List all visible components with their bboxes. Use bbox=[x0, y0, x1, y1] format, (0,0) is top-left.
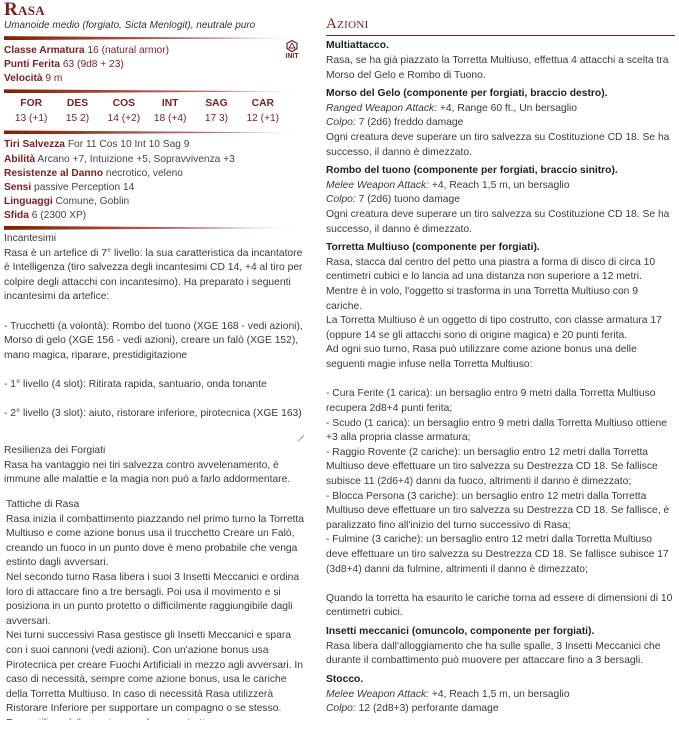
divider bbox=[4, 130, 306, 134]
ability-dex bbox=[54, 97, 100, 126]
spellcasting-textarea[interactable] bbox=[4, 232, 306, 438]
ability-name: CAR bbox=[251, 98, 274, 110]
hit-points bbox=[4, 58, 306, 72]
skills-value: Arcano +7, Intuizione +5, Sopravvivenza +3 bbox=[37, 153, 235, 165]
ability-score: 14 (+2) bbox=[107, 112, 141, 124]
hit-label: Colpo: bbox=[326, 194, 356, 206]
languages bbox=[4, 195, 306, 209]
action-text: Ogni creatura deve superare un tiro salvezza su Costituzione CD 18. Se ha successo, il danno è dimezzato. bbox=[326, 131, 670, 158]
ability-score: 17 3) bbox=[204, 112, 229, 124]
action-text: Rasa, se ha già piazzato la Torretta Multiuso, effettua 4 attacchi a scelta tra Morso del Gelo e Rombo di Tuono. bbox=[326, 54, 669, 81]
hit-detail: 7 (2d6) freddo damage bbox=[355, 117, 464, 129]
stat-block-left bbox=[4, 0, 306, 720]
attack-line bbox=[326, 179, 675, 194]
challenge-value: 6 (2300 XP) bbox=[31, 209, 87, 221]
ability-con bbox=[101, 97, 147, 126]
ability-name: INT bbox=[161, 98, 179, 110]
resize-handle-icon[interactable] bbox=[296, 428, 304, 436]
action-name: Insetti meccanici (omuncolo, componente per forgiati). bbox=[326, 626, 595, 638]
ability-name: SAG bbox=[205, 98, 228, 110]
monster-name: Rasa bbox=[4, 0, 45, 20]
action-rapier bbox=[326, 673, 675, 717]
damage-resistances bbox=[4, 167, 306, 181]
senses-label: Sensi bbox=[4, 181, 32, 193]
action-thunder bbox=[326, 164, 675, 237]
challenge bbox=[4, 209, 306, 223]
actions-title: Azioni bbox=[326, 14, 675, 36]
action-multiattack bbox=[326, 39, 675, 83]
action-name: Torretta Multiuso (componente per forgiati). bbox=[326, 242, 540, 254]
attack-type: Ranged Weapon Attack: bbox=[326, 102, 438, 114]
ability-score: 12 (+1) bbox=[246, 112, 280, 124]
tactics-textarea[interactable] bbox=[4, 498, 306, 720]
resist-label: Resistenze al Danno bbox=[4, 167, 104, 179]
attack-detail: +4, Reach 1,5 m, un bersaglio bbox=[429, 688, 570, 700]
senses-value: passive Perception 14 bbox=[34, 181, 135, 193]
saves-label: Tiri Salvezza bbox=[4, 139, 65, 151]
action-frost-bite bbox=[326, 87, 675, 160]
attack-type: Melee Weapon Attack: bbox=[326, 179, 430, 191]
armor-class-label: Classe Armatura bbox=[4, 45, 85, 57]
ability-score: 18 (+4) bbox=[153, 112, 187, 124]
ability-int bbox=[147, 97, 193, 126]
ability-name: DES bbox=[66, 98, 89, 110]
hit-label: Colpo: bbox=[326, 117, 356, 129]
ability-str bbox=[8, 97, 54, 126]
initiative-button[interactable] bbox=[284, 40, 300, 62]
senses bbox=[4, 181, 306, 195]
saves-value: For 11 Cos 10 Int 10 Sag 9 bbox=[67, 139, 190, 151]
speed-label: Velocità bbox=[4, 73, 43, 85]
attack-detail: +4, Reach 1,5 m, un bersaglio bbox=[429, 179, 570, 191]
action-insects bbox=[326, 625, 675, 669]
hit-points-label: Punti Ferita bbox=[4, 59, 61, 71]
divider bbox=[4, 36, 306, 40]
challenge-label: Sfida bbox=[4, 209, 29, 221]
resilience-box bbox=[4, 444, 306, 494]
skills-label: Abilità bbox=[4, 153, 36, 165]
action-name: Stocco. bbox=[326, 673, 364, 685]
saving-throws bbox=[4, 138, 306, 152]
languages-value: Comune, Goblin bbox=[55, 195, 130, 207]
action-name: Rombo del tuono (componente per forgiati, braccio sinitro). bbox=[326, 165, 618, 177]
divider bbox=[4, 89, 306, 93]
resist-value: necrotico, veleno bbox=[105, 167, 183, 179]
initiative-label: INIT bbox=[285, 53, 299, 60]
attack-line bbox=[326, 688, 675, 703]
spellcasting-box bbox=[4, 232, 306, 438]
action-text: Ogni creatura deve superare un tiro salvezza su Costituzione CD 18. Se ha successo, il danno è dimezzato. bbox=[326, 209, 670, 235]
resilience-textarea[interactable] bbox=[4, 444, 306, 494]
speed-value: 9 m bbox=[45, 73, 63, 85]
armor-class-value: 16 (natural armor) bbox=[87, 45, 169, 57]
ability-score: 15 2) bbox=[65, 112, 90, 124]
hit-line bbox=[326, 116, 675, 131]
action-name: Multiattacco. bbox=[326, 40, 389, 52]
actions-column bbox=[326, 14, 675, 721]
languages-label: Linguaggi bbox=[4, 195, 53, 207]
divider bbox=[4, 226, 306, 230]
ability-scores bbox=[8, 97, 286, 126]
hit-detail: 7 (2d6) tuono damage bbox=[355, 194, 460, 206]
action-text: Rasa, stacca dal centro del petto una piastra a forma di disco di circa 10 centimetri cubici e lo lancia ad una distanza non superiore a 12 metri. Mentre è in volo, l'oggetto si trasforma in una Torretta Multiuso con 9 cariche. La Torretta Multiuso è un oggetto di tipo costrutto, con classe armatura 17 (oppure 14 se gli attacchi sono di origine magica) e 20 punti ferita. Ad ogni suo turno, Rasa può utilizzare come azione bonus una delle seguenti magie infuse nella Torretta Multiuso: - Cura Ferite (1 carica): un bersaglio entro 9 metri dalla Torretta Multiuso recupera 2d8+4 punti ferita; - Scudo (1 carica): un bersaglio entro 9 metri dalla Torretta Multiuso ottiene +3 alla propria classe armatura; - Raggio Rovente (2 cariche): un bersaglio entro 12 metri dalla Torretta Multiuso deve effettuare un tiro salvezza su Destrezza CD 18. Se fallisce subisce 11 (2d6+4) danni da fuoco, altrimenti il danno è dimezzato; - Blocca Persona (3 cariche): un bersaglio entro 12 metri dalla Torretta Multiuso deve effettuare un tiro salvezza su Destrezza CD 18. Se fallisce, è paralizzato fino all'inizio del turno successivo di Rasa; - Fulmine (3 cariche): un bersaglio entro 12 metri dalla Torretta Multiuso deve effettuare un tiro salvezza su Destrezza CD 18. Se fallisce subisce 17 (3d8+4) danni da fulmine, altrimenti il danno è dimezzato; Quando la torretta ha esaurito le cariche torna ad essere di dimensioni di 10 centimetri cubici. bbox=[326, 256, 673, 619]
attack-detail: +4, Range 60 ft., Un bersaglio bbox=[437, 102, 578, 114]
hit-label: Colpo: bbox=[326, 703, 356, 715]
speed bbox=[4, 72, 306, 86]
tactics-box bbox=[4, 498, 306, 720]
skills bbox=[4, 153, 306, 167]
hit-detail: 12 (2d8+3) perforante damage bbox=[355, 703, 499, 715]
action-text: Rasa libera dall'alloggiamento che ha sulle spalle, 3 Insetti Meccanici che durante il combattimento può muovere per attaccare fino a 3 bersagli. bbox=[326, 640, 661, 667]
hit-line bbox=[326, 193, 675, 208]
monster-meta: Umanoide medio (forgiato, Sicta Menlogit), neutrale puro bbox=[4, 19, 256, 31]
armor-class bbox=[4, 44, 306, 58]
ability-wis bbox=[193, 97, 239, 126]
hit-points-value: 63 (9d8 + 23) bbox=[62, 59, 124, 71]
ability-cha bbox=[240, 97, 286, 126]
attack-line bbox=[326, 102, 675, 117]
d20-icon bbox=[286, 40, 298, 52]
ability-name: COS bbox=[112, 98, 135, 110]
action-name: Morso del Gelo (componente per forgiati, braccio destro). bbox=[326, 88, 608, 100]
action-turret bbox=[326, 241, 675, 621]
attack-type: Melee Weapon Attack: bbox=[326, 688, 430, 700]
hit-line bbox=[326, 702, 675, 717]
ability-name: FOR bbox=[20, 98, 43, 110]
ability-score: 13 (+1) bbox=[14, 112, 48, 124]
